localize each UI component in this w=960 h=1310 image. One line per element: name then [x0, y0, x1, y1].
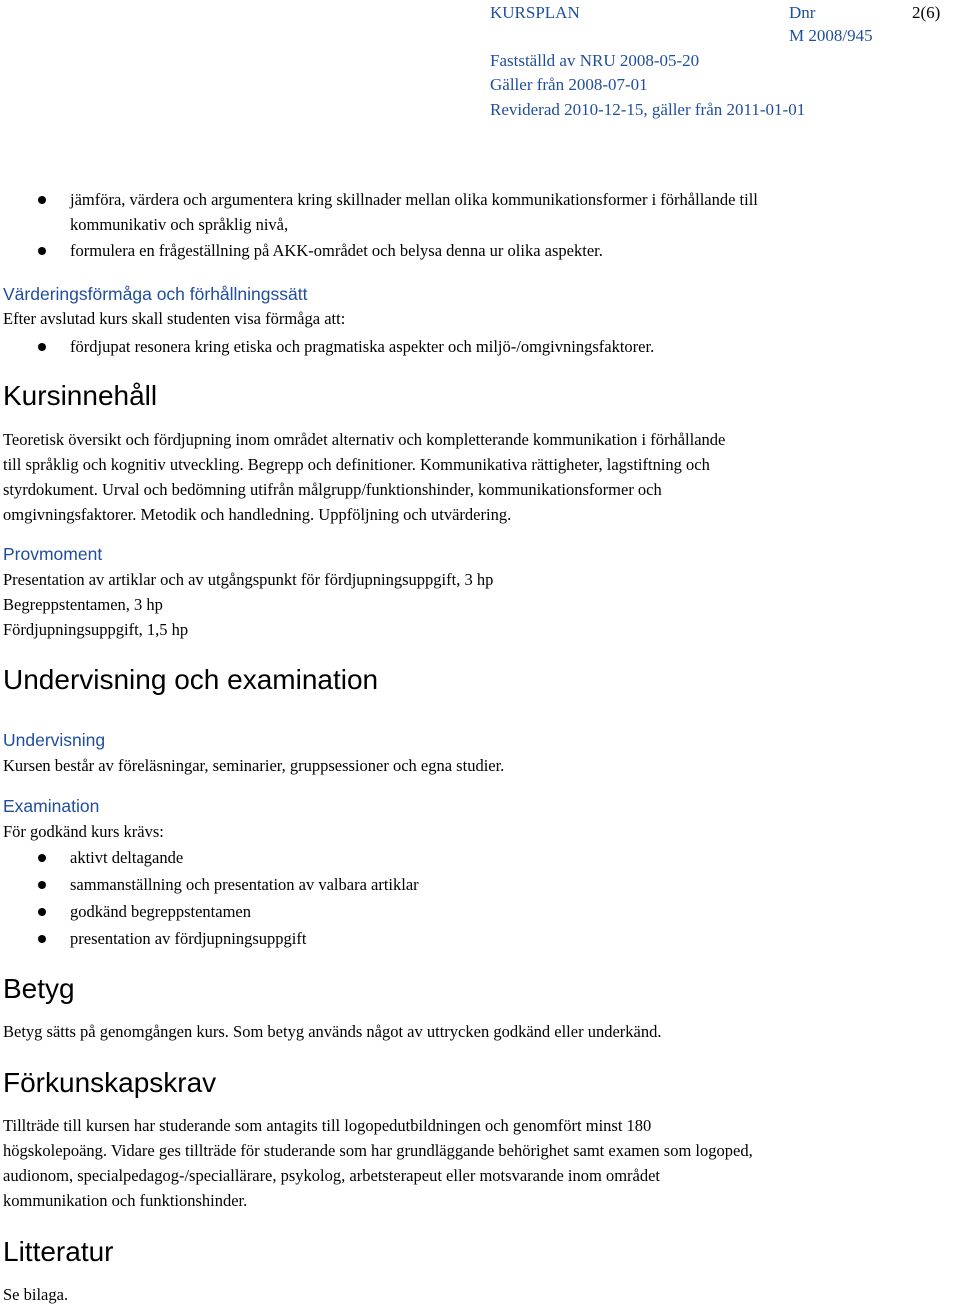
skills-bullet-1: jämföra, värdera och argumentera kring skillnader mellan olika kommunikationsformer i förhållande till — [70, 190, 758, 209]
page-number: 2(6) — [912, 3, 941, 22]
exam-bullet-4: presentation av fördjupningsuppgift — [70, 929, 307, 948]
literature-text: Se bilaga. — [3, 1285, 69, 1304]
bullet-icon — [38, 247, 46, 255]
values-bullet: fördjupat resonera kring etiska och pragmatiska aspekter och miljö-/omgivningsfaktorer. — [70, 337, 655, 356]
content-line-2: till språklig och kognitiv utveckling. Begrepp och definitioner. Kommunikativa rättigheter, lagstiftning och — [3, 455, 710, 474]
grade-text: Betyg sätts på genomgången kurs. Som betyg används något av uttrycken godkänd eller underkänd. — [3, 1022, 662, 1041]
values-heading: Värderingsförmåga och förhållningssätt — [3, 284, 308, 304]
content-heading: Kursinnehåll — [3, 380, 158, 411]
doc-type: KURSPLAN — [490, 3, 580, 22]
exam-bullet-2: sammanställning och presentation av valbara artiklar — [70, 875, 419, 894]
valid-from-date: Gäller från 2008-07-01 — [490, 75, 648, 94]
dnr-label: Dnr — [789, 3, 816, 22]
exam-bullet-1: aktivt deltagande — [70, 848, 184, 867]
content-line-4: omgivningsfaktorer. Metodik och handledning. Uppföljning och utvärdering. — [3, 505, 512, 524]
bullet-icon — [38, 881, 46, 889]
prereq-line-2: högskolepoäng. Vidare ges tillträde för studerande som har grundläggande behörighet samt examen som logoped, — [3, 1141, 753, 1160]
bullet-icon — [38, 196, 46, 204]
modules-heading: Provmoment — [3, 544, 103, 564]
prereq-line-4: kommunikation och funktionshinder. — [3, 1191, 248, 1210]
content-line-1: Teoretisk översikt och fördjupning inom området alternativ och kompletterande kommunikation i förhållande — [3, 430, 726, 449]
dnr-value: M 2008/945 — [789, 26, 873, 45]
examination-intro: För godkänd kurs krävs: — [3, 822, 164, 841]
module-item-2: Begreppstentamen, 3 hp — [3, 595, 163, 614]
exam-bullet-3: godkänd begreppstentamen — [70, 902, 251, 921]
teaching-text: Kursen består av föreläsningar, seminarier, gruppsessioner och egna studier. — [3, 756, 505, 775]
teaching-subheading: Undervisning — [3, 730, 106, 750]
revised-date: Reviderad 2010-12-15, gäller från 2011-01-01 — [490, 100, 806, 119]
skills-bullet-2: formulera en frågeställning på AKK-området och belysa denna ur olika aspekter. — [70, 241, 603, 260]
values-intro: Efter avslutad kurs skall studenten visa förmåga att: — [3, 309, 346, 328]
prereq-heading: Förkunskapskrav — [3, 1067, 217, 1098]
teaching-heading: Undervisning och examination — [3, 664, 379, 695]
examination-subheading: Examination — [3, 796, 100, 816]
literature-heading: Litteratur — [3, 1236, 114, 1267]
prereq-line-3: audionom, specialpedagog-/speciallärare, psykolog, arbetsterapeut eller motsvarande inom området — [3, 1166, 661, 1185]
module-item-3: Fördjupningsuppgift, 1,5 hp — [3, 620, 189, 639]
bullet-icon — [38, 908, 46, 916]
bullet-icon — [38, 343, 46, 351]
module-item-1: Presentation av artiklar och av utgångspunkt för fördjupningsuppgift, 3 hp — [3, 570, 494, 589]
prereq-line-1: Tillträde till kursen har studerande som antagits till logopedutbildningen och genomfört minst 180 — [3, 1116, 652, 1135]
bullet-icon — [38, 935, 46, 943]
grade-heading: Betyg — [3, 973, 75, 1004]
content-line-3: styrdokument. Urval och bedömning utifrån målgrupp/funktionshinder, kommunikationsformer och — [3, 480, 662, 499]
bullet-icon — [38, 854, 46, 862]
established-date: Fastställd av NRU 2008-05-20 — [490, 51, 700, 70]
skills-bullet-1-cont: kommunikativ och språklig nivå, — [70, 215, 289, 234]
